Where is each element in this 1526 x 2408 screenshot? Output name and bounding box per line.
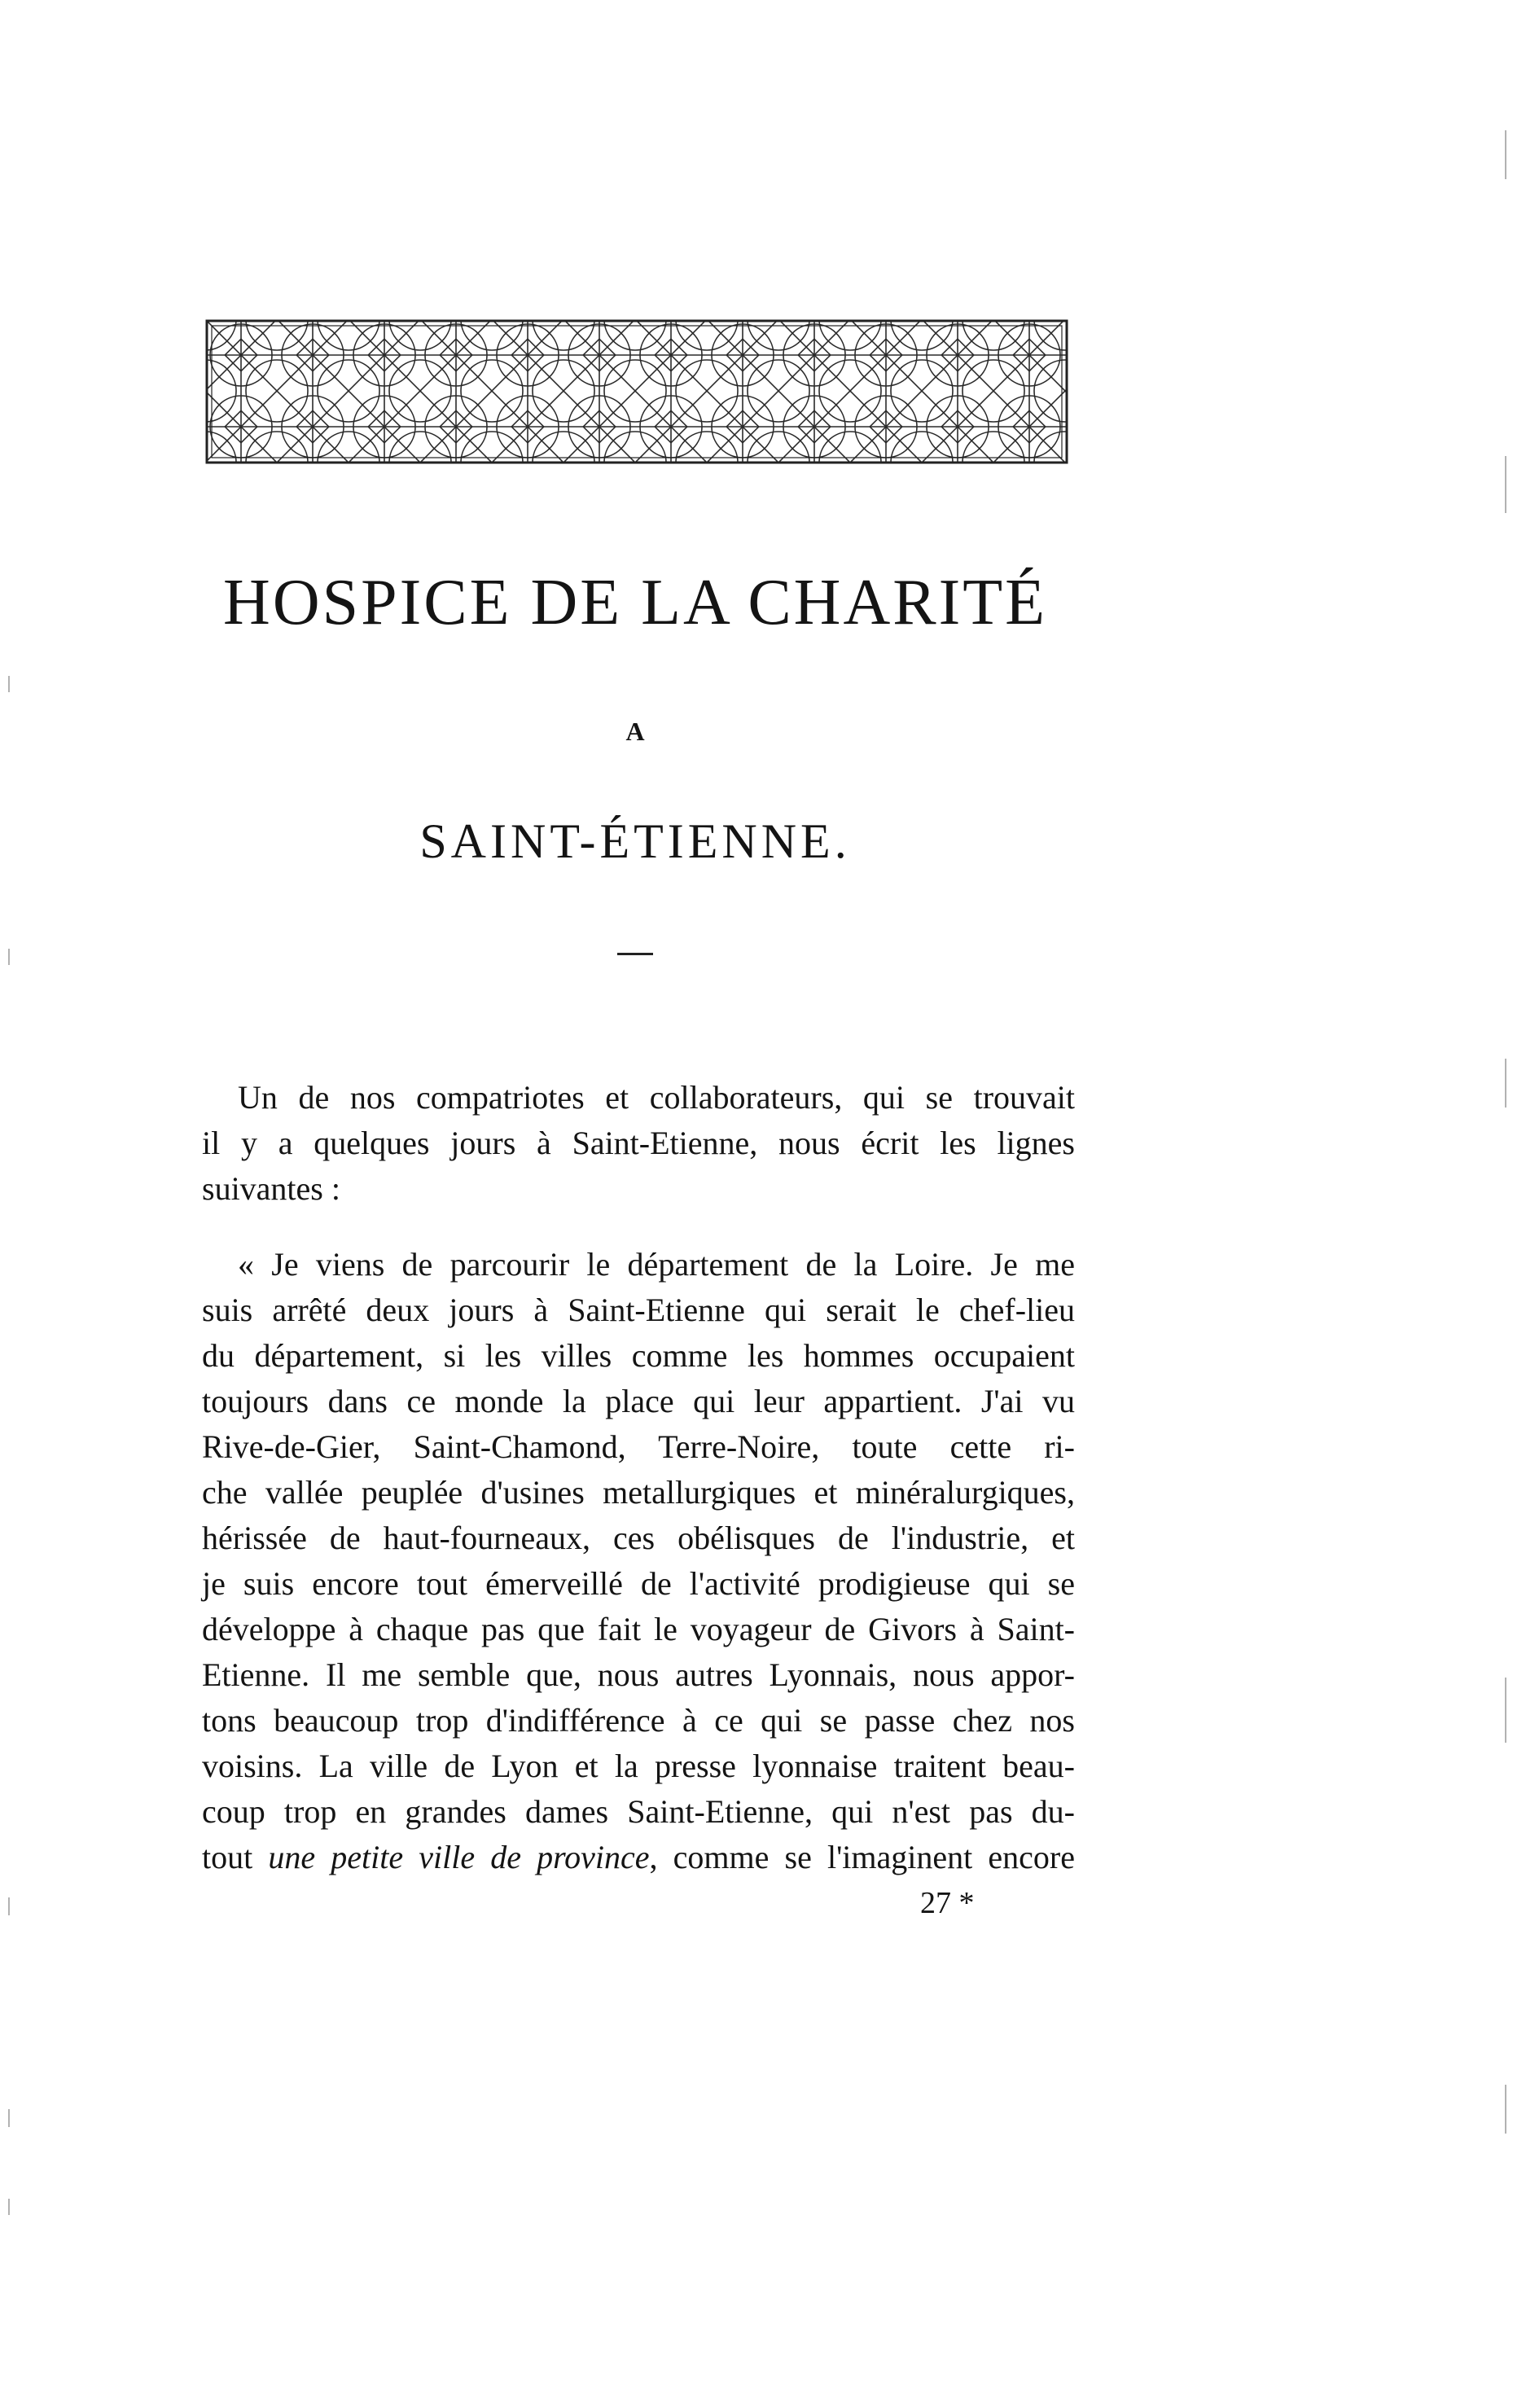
text-line: il y a quelques jours à Saint-Etienne, nous écrit les lignes [202,1125,1075,1161]
text-line: suivantes : [202,1170,340,1207]
scan-edge-mark [8,949,10,965]
title-preposition: A [625,717,645,746]
page-subtitle: SAINT-ÉTIENNE. [419,814,851,868]
text-line: développe à chaque pas que fait le voyageur de Givors à Saint- [202,1611,1075,1647]
text-line: « Je viens de parcourir le département de la Loire. Je me [238,1246,1075,1283]
text-line: toujours dans ce monde la place qui leur appartient. J'ai vu [202,1383,1075,1419]
scan-edge-mark [8,1897,10,1915]
page-title: HOSPICE DE LA CHARITÉ [223,567,1047,638]
scan-edge-mark [8,676,10,692]
text-line: coup trop en grandes dames Saint-Etienne, qui n'est pas du- [202,1793,1075,1830]
text-line: du département, si les villes comme les hommes occupaient [202,1337,1075,1374]
text-line: suis arrêté deux jours à Saint-Etienne qui serait le chef-lieu [202,1292,1075,1328]
text-line: Rive-de-Gier, Saint-Chamond, Terre-Noire, toute cette ri- [202,1428,1075,1465]
scan-edge-mark [1505,1678,1506,1743]
text-line: tons beaucoup trop d'indifférence à ce qui se passe chez nos [202,1702,1075,1739]
line-segment: , comme se l'imaginent encore [649,1839,1075,1875]
text-line: voisins. La ville de Lyon et la presse lyonnaise traitent beau- [202,1748,1075,1784]
scan-edge-mark [1505,1059,1506,1108]
text-line: je suis encore tout émerveillé de l'activité prodigieuse qui se [202,1565,1075,1602]
intro-paragraph [202,1075,1075,1212]
line-segment: tout [202,1839,269,1875]
section-divider [617,953,653,955]
page-number: 27 * [920,1886,975,1920]
scan-edge-mark [1505,2085,1506,2134]
text-line: hérissée de haut-fourneaux, ces obélisques de l'industrie, et [202,1520,1075,1556]
scan-edge-mark [8,2199,10,2215]
letter-paragraph [202,1242,1075,1880]
scan-edge-mark [8,2109,10,2127]
scan-edge-mark [1505,456,1506,513]
italic-phrase: une petite ville de province [268,1839,650,1875]
text-line [202,1835,1075,1880]
decorative-headpiece [205,319,1068,464]
text-line: che vallée peuplée d'usines metallurgiques et minéralurgiques, [202,1474,1075,1511]
text-line: Un de nos compatriotes et collaborateurs, qui se trouvait [238,1079,1075,1116]
text-line: Etienne. Il me semble que, nous autres Lyonnais, nous appor- [202,1656,1075,1693]
scan-edge-mark [1505,130,1506,179]
